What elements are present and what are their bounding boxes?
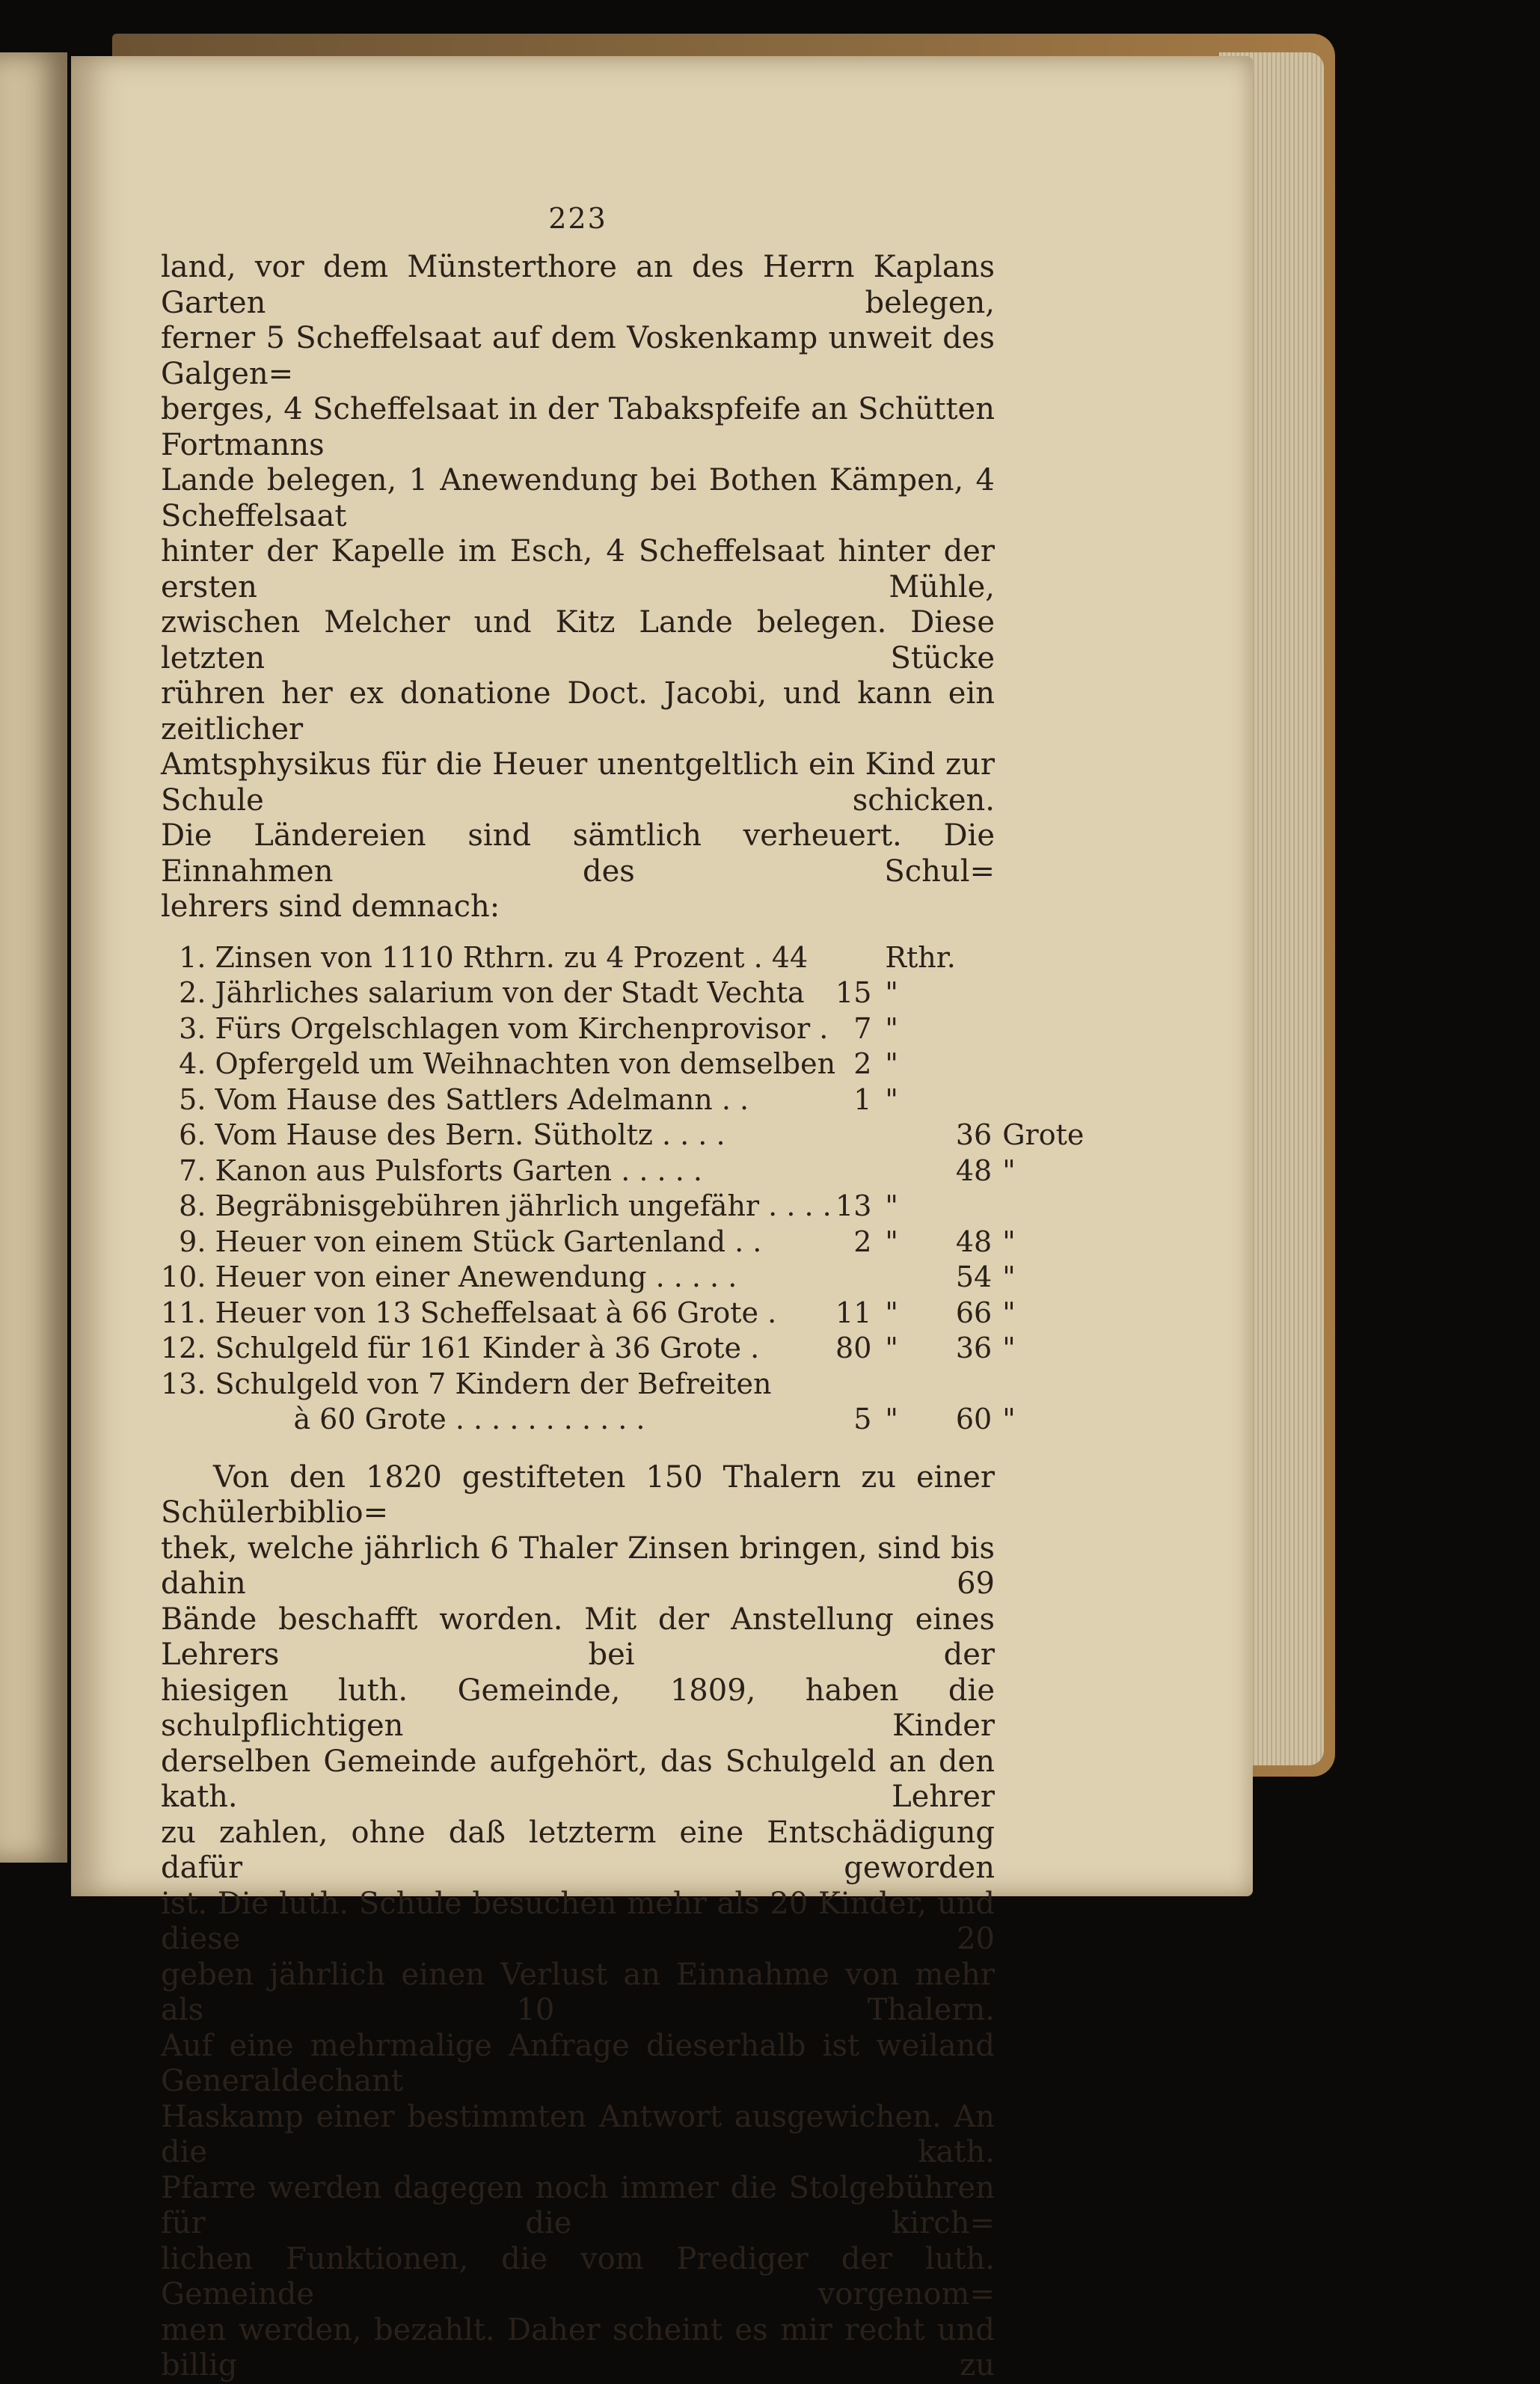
rthr-unit <box>871 1153 955 1189</box>
rthr-amount: 5 <box>853 1403 872 1435</box>
text-line: Lande belegen, 1 Anewendung bei Bothen Kämpen, 4 Scheffelsaat <box>161 463 995 533</box>
paragraph-1 <box>161 250 995 925</box>
item-description: Zinsen von 1110 Rthrn. zu 4 Prozent . 44 <box>215 940 809 974</box>
rthr-amount: 2 <box>853 1225 872 1258</box>
grote-amount: 54 <box>955 1260 993 1293</box>
rthr-unit <box>871 1260 955 1296</box>
item-number: 11. <box>161 1296 206 1329</box>
item-number: 7. <box>179 1153 206 1187</box>
text-line: lichen Funktionen, die vom Prediger der luth. Gemeinde vorgenom= <box>161 2241 995 2311</box>
rthr-amount <box>835 1118 871 1153</box>
table-row <box>161 1118 1084 1153</box>
rthr-amount: 15 <box>835 976 872 1009</box>
text-line: zwischen Melcher und Kitz Lande belegen. Diese letzten Stücke <box>161 605 995 675</box>
rthr-amount: 13 <box>835 1189 872 1222</box>
grote-unit <box>992 1011 1084 1047</box>
rthr-amount: 1 <box>853 1082 872 1116</box>
text-line: Haskamp einer bestimmten Antwort ausgewichen. An die kath. <box>161 2099 995 2169</box>
item-description: Heuer von einem Stück Gartenland . . <box>215 1225 762 1258</box>
rthr-unit <box>871 1118 955 1153</box>
item-description: Fürs Orgelschlagen vom Kirchenprovisor . <box>215 1011 829 1045</box>
left-page-edge <box>0 52 67 1863</box>
rthr-amount <box>835 1260 871 1296</box>
page-text <box>161 202 1085 2384</box>
text-line: hiesigen luth. Gemeinde, 1809, haben die schulpflichtigen Kinder <box>161 1673 995 1743</box>
rthr-amount <box>835 940 871 976</box>
table-row <box>161 1331 1084 1367</box>
item-number: 6. <box>179 1118 206 1151</box>
item-number: 3. <box>179 1011 206 1045</box>
grote-unit: " <box>1002 1225 1016 1258</box>
grote-amount: 36 <box>955 1332 993 1364</box>
grote-amount: 48 <box>955 1225 993 1258</box>
rthr-amount: 7 <box>853 1011 872 1045</box>
text-line: ist. Die luth. Schule besuchen mehr als 20 Kinder, und diese 20 <box>161 1886 995 1956</box>
table-row <box>161 1011 1084 1047</box>
paragraph-2 <box>161 1460 995 2384</box>
text-line: rühren her ex donatione Doct. Jacobi, und kann ein zeitlicher <box>161 676 995 747</box>
rthr-unit: " <box>885 1189 898 1222</box>
grote-unit: Grote <box>1002 1118 1085 1151</box>
grote-unit: " <box>1002 1153 1016 1187</box>
text-line: thek, welche jährlich 6 Thaler Zinsen bringen, sind bis dahin 69 <box>161 1530 995 1601</box>
table-row <box>161 1260 1084 1296</box>
rthr-unit: " <box>885 1047 898 1080</box>
rthr-amount <box>835 1367 871 1403</box>
rthr-unit: " <box>885 1332 898 1364</box>
rthr-amount: 80 <box>835 1332 872 1364</box>
item-number <box>161 1402 215 1438</box>
text-line: Pfarre werden dagegen noch immer die Stolgebühren für die kirch= <box>161 2170 995 2240</box>
table-row <box>161 1047 1084 1082</box>
item-description: Vom Hause des Sattlers Adelmann . . <box>215 1082 749 1116</box>
rthr-amount: 2 <box>853 1047 872 1080</box>
grote-unit <box>992 975 1084 1011</box>
rthr-amount: 11 <box>835 1296 872 1329</box>
grote-amount <box>956 975 992 1011</box>
grote-unit <box>992 1189 1084 1225</box>
item-description: Begräbnisgebühren jährlich ungefähr . . . . <box>215 1189 832 1222</box>
grote-unit <box>992 1047 1084 1082</box>
grote-unit <box>992 1367 1084 1403</box>
table-row <box>161 1082 1084 1118</box>
text-line: derselben Gemeinde aufgehört, das Schulgeld an den kath. Lehrer <box>161 1744 995 1814</box>
item-number: 8. <box>179 1189 206 1222</box>
grote-amount <box>956 1189 992 1225</box>
item-number: 9. <box>179 1225 206 1258</box>
income-table <box>161 940 1084 1438</box>
grote-amount <box>956 1082 992 1118</box>
text-line: ferner 5 Scheffelsaat auf dem Voskenkamp unweit des Galgen= <box>161 321 995 391</box>
table-row <box>161 975 1084 1011</box>
item-description: Kanon aus Pulsforts Garten . . . . . <box>215 1153 702 1187</box>
text-line: land, vor dem Münsterthore an des Herrn Kaplans Garten belegen, <box>161 250 995 320</box>
text-line: zu zahlen, ohne daß letzterm eine Entschädigung dafür geworden <box>161 1815 995 1885</box>
table-row <box>161 1367 1084 1403</box>
grote-amount <box>956 1047 992 1082</box>
grote-amount: 66 <box>955 1296 993 1329</box>
grote-unit <box>992 940 1084 976</box>
item-number: 2. <box>179 976 206 1009</box>
table-row <box>161 940 1084 976</box>
grote-amount <box>956 1367 992 1403</box>
grote-amount <box>956 1011 992 1047</box>
rthr-unit: " <box>885 1403 898 1435</box>
item-description: Schulgeld von 7 Kindern der Befreiten <box>215 1367 772 1400</box>
rthr-unit: " <box>885 1296 898 1329</box>
rthr-unit <box>871 1367 955 1403</box>
table-row <box>161 1153 1084 1189</box>
grote-unit: " <box>1002 1260 1016 1293</box>
item-number: 10. <box>161 1260 206 1293</box>
rthr-unit: " <box>885 1225 898 1258</box>
rthr-unit: " <box>885 976 898 1009</box>
text-line: Amtsphysikus für die Heuer unentgeltlich ein Kind zur Schule schicken. <box>161 747 995 818</box>
grote-unit <box>992 1082 1084 1118</box>
table-row <box>161 1296 1084 1332</box>
table-row <box>161 1402 1084 1438</box>
rthr-unit: " <box>885 1011 898 1045</box>
grote-amount: 60 <box>955 1403 993 1435</box>
item-description: Schulgeld für 161 Kinder à 36 Grote . <box>215 1332 760 1364</box>
text-line: Bände beschafft worden. Mit der Anstellung eines Lehrers bei der <box>161 1602 995 1672</box>
grote-unit: " <box>1002 1403 1016 1435</box>
text-line: men werden, bezahlt. Daher scheint es mir recht und billig zu <box>161 2312 995 2383</box>
item-description: Heuer von einer Anewendung . . . . . <box>215 1260 737 1293</box>
text-line: Von den 1820 gestifteten 150 Thalern zu einer Schülerbiblio= <box>161 1459 995 1530</box>
item-description: Heuer von 13 Scheffelsaat à 66 Grote . <box>215 1296 777 1329</box>
page-number: 223 <box>548 202 607 235</box>
table-row <box>161 1225 1084 1260</box>
item-number: 12. <box>161 1332 206 1364</box>
item-number: 5. <box>179 1082 206 1116</box>
item-number: 13. <box>161 1367 206 1400</box>
text-line: lehrers sind demnach: <box>161 889 500 924</box>
table-row <box>161 1189 1084 1225</box>
grote-unit: " <box>1002 1296 1016 1329</box>
grote-amount: 36 <box>955 1118 993 1151</box>
text-line: geben jährlich einen Verlust an Einnahme von mehr als 10 Thalern. <box>161 1957 995 2027</box>
item-description: Jährliches salarium von der Stadt Vechta <box>215 976 805 1009</box>
rthr-amount <box>835 1153 871 1189</box>
item-description: à 60 Grote . . . . . . . . . . . <box>293 1403 645 1435</box>
grote-unit: " <box>1002 1332 1016 1364</box>
text-line: Auf eine mehrmalige Anfrage dieserhalb ist weiland Generaldechant <box>161 2028 995 2098</box>
text-line: hinter der Kapelle im Esch, 4 Scheffelsaat hinter der ersten Mühle, <box>161 534 995 604</box>
rthr-unit: " <box>885 1082 898 1116</box>
item-description: Vom Hause des Bern. Sütholtz . . . . <box>215 1118 725 1151</box>
text-line: Die Ländereien sind sämtlich verheuert. Die Einnahmen des Schul= <box>161 818 995 889</box>
item-number: 4. <box>179 1047 206 1080</box>
rthr-unit: Rthr. <box>885 940 956 974</box>
grote-amount: 48 <box>955 1153 993 1187</box>
item-description: Opfergeld um Weihnachten von demselben <box>215 1047 836 1080</box>
text-line: berges, 4 Scheffelsaat in der Tabakspfeife an Schütten Fortmanns <box>161 392 995 462</box>
item-number: 1. <box>179 940 206 974</box>
section-gap <box>161 1438 995 1460</box>
grote-amount <box>956 940 992 976</box>
